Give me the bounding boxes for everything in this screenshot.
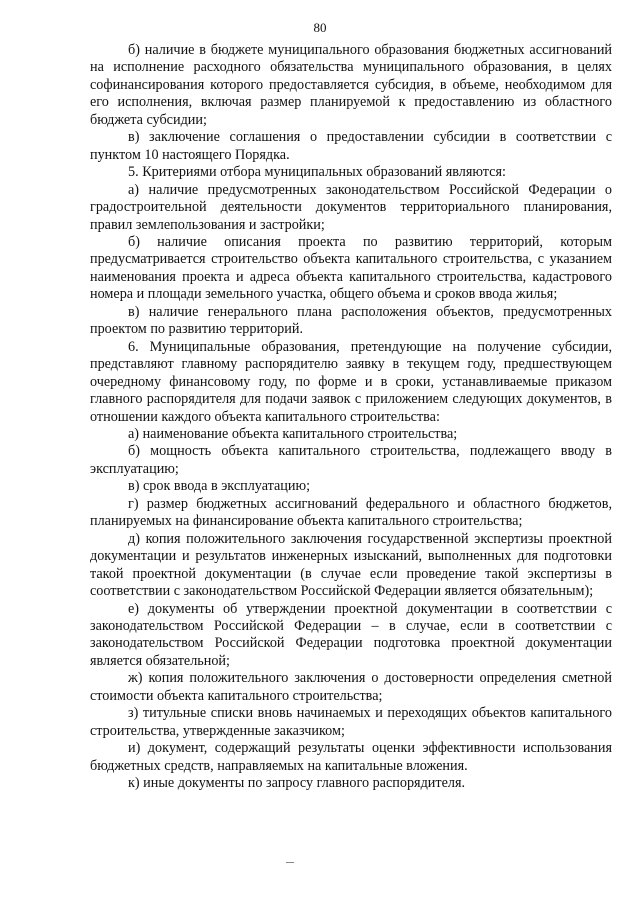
paragraph: в) срок ввода в эксплуатацию; [128, 478, 311, 495]
paragraph: б) мощность объекта капитального строительства, подлежащего вводу в эксплуатацию; [90, 443, 612, 477]
paragraph: д) копия положительного заключения государственной экспертизы проектной документации и результатов инженерных изысканий, выполненных для подготовки такой проектной документации (в случае если проведение такой экспертизы в соответствии с законодательством Российской Федерации является обязательным); [90, 530, 612, 600]
paragraph: б) наличие описания проекта по развитию территорий, которым предусматривается строительство объекта капитального строительства, с указанием наименования проекта и адреса объекта капитального строительства, кадастрового номера и площади земельного участка, общего объема и сроков ввода жилья; [90, 233, 612, 303]
paragraph: г) размер бюджетных ассигнований федерального и областного бюджетов, планируемых на финансирование объекта капитального строительства; [90, 495, 612, 530]
paragraph: к) иные документы по запросу главного распорядителя. [128, 775, 466, 792]
paragraph: ж) копия положительного заключения о достоверности определения сметной стоимости объекта капитального строительства; [90, 670, 612, 704]
paragraph: в) заключение соглашения о предоставлении субсидии в соответствии с пунктом 10 настоящего Порядка. [90, 129, 612, 163]
paragraph: а) наименование объекта капитального строительства; [128, 425, 458, 442]
paragraph: 5. Критериями отбора муниципальных образований являются: [128, 164, 506, 181]
document-body [90, 42, 612, 792]
paragraph: е) документы об утверждении проектной документации в соответствии с законодательством Российской Федерации – в случае, если в соответствии с законодательством Российской Федерации подготовка проектной документации является обязательной; [90, 600, 612, 669]
paragraph: в) наличие генерального плана расположения объектов, предусмотренных проектом по развитию территорий. [90, 303, 612, 338]
paragraph: 6. Муниципальные образования, претендующие на получение субсидии, представляют главному распорядителю заявку в текущем году, предшествующем очередному финансовому году, по форме и в сроки, устанавливаемые приказом главного распорядителя для подачи заявок с приложением следующих документов, в отношении каждого объекта капитального строительства: [90, 338, 612, 425]
paragraph: з) титульные списки вновь начинаемых и переходящих объектов капитального строительства, утвержденные заказчиком; [90, 705, 612, 739]
page-number: 80 [313, 20, 327, 35]
paragraph: и) документ, содержащий результаты оценки эффективности использования бюджетных средств, направляемых на капитальные вложения. [90, 740, 612, 774]
paragraph: а) наличие предусмотренных законодательством Российской Федерации о градостроительной деятельности документов территориального планирования, правил землепользования и застройки; [90, 181, 612, 233]
paragraph: б) наличие в бюджете муниципального образования бюджетных ассигнований на исполнение расходного обязательства муниципального образования, в целях софинансирования которого предоставляется субсидия, в объеме, необходимом для его исполнения, включая размер планируемой к предоставлению из областного бюджета субсидии; [90, 42, 612, 128]
footer-mark [286, 862, 294, 863]
